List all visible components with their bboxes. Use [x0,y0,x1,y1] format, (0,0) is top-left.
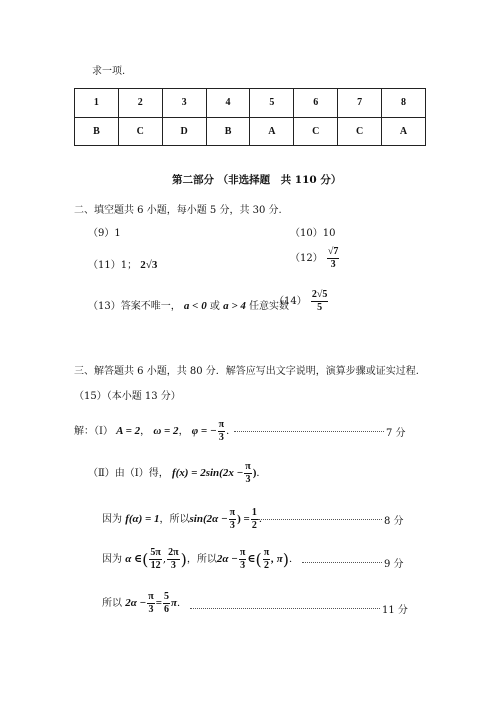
q13-math-1: a < 0 [183,300,207,312]
intro-text: 求一项. [92,66,126,77]
question-number: 8 [382,89,426,118]
line2-prefix: （Ⅱ）由（Ⅰ）得， [88,468,169,479]
answer-cell: A [382,117,426,146]
line4-fraction-4 [263,548,270,571]
line2-math: f(x) = 2sin(2x − [171,467,244,479]
answer-q10: （10）10 [290,228,336,239]
solve-heading: 三、解答题共 6 小题，共 80 分．解答应写出文字说明，演算步骤或证实过程. [74,366,419,377]
frac-num: π [263,547,270,558]
line1-prefix: 解：（Ⅰ） [74,426,113,437]
q12-label: （12） [290,253,323,264]
q11-label: （11）1； [88,260,138,271]
question-number: 2 [118,89,162,118]
q13-tail: 任意实数 [249,301,290,312]
frac-num: π [229,507,236,518]
q12-denominator: 3 [330,259,336,270]
line3-eq: ) = [237,513,250,525]
part2-subtitle: （非选择题 共 110 分） [217,174,342,186]
line4-math-2: 2α − [216,553,238,565]
dots-leader [188,603,382,614]
q14-label: （14） [274,296,307,307]
answer-q14 [274,290,329,313]
frac-den: 3 [245,474,251,485]
answer-cell: B [206,117,250,146]
line5-pi: π [170,597,177,609]
line1-math-phi: φ = − [191,425,217,437]
answer-q11 [88,256,157,271]
answer-cell: D [162,117,206,146]
question-number: 1 [75,89,119,118]
line2-close: ) [252,467,257,479]
q13-math-2: a > 4 [223,300,246,312]
line1-fraction [218,420,225,443]
line1-score: 7 分 [386,428,406,439]
frac-num: π [245,461,251,472]
q14-numerator: 2√5 [311,289,328,300]
frac-den: 3 [229,520,235,531]
answer-cell: A [250,117,294,146]
line3-math-2: sin(2α − [189,513,228,525]
line5-fraction-1 [147,592,154,615]
dots-leader [232,426,386,437]
line4-in: ∈ [247,553,256,565]
frac-den: 2 [251,520,257,531]
line4-prefix: 因为 [102,554,122,565]
frac-den: 3 [170,560,176,571]
frac-num: 2π [168,547,179,558]
line5-score: 11 分 [382,605,408,616]
frac-den: 6 [163,604,169,615]
answer-cell: B [75,117,119,146]
dots-leader [256,514,384,525]
q14-fraction [311,290,329,313]
frac-den: 3 [240,560,246,571]
line3-mid: ，所以 [159,514,190,525]
frac-num: 5 [163,591,169,602]
q12-numerator: √7 [327,246,339,257]
part2-title: 第二部分 [172,174,214,186]
solution-line-4: 因为 α ∈( $\frac{5\pi}{12}$ , $\frac{2\pi}{3}$ )，所以2α − $\frac{\pi}{3}$ ∈( $\frac{\pi}{2}$ , π)． [102,547,299,571]
question-number: 6 [294,89,338,118]
frac-den: 3 [218,432,224,443]
line1-math-A: A = 2 [116,425,141,437]
line4-score: 9 分 [384,559,404,570]
frac-num: π [218,419,225,430]
frac-num: 5π [150,547,161,558]
frac-den: 12 [150,560,161,571]
q11-math: 2√3 [140,259,158,271]
line5-math: 2α − [125,597,147,609]
line5-prefix: 所以 [102,598,122,609]
line4-fraction-2 [167,548,179,571]
q12-fraction [327,247,340,270]
line5-fraction-2 [163,592,170,615]
line4-fraction-1 [149,548,161,571]
answer-q9: （9）1 [88,228,121,239]
question-number: 3 [162,89,206,118]
question-number: 4 [206,89,250,118]
line4-fraction-3 [239,548,246,571]
solution-line-2: （Ⅱ）由（Ⅰ）得， f(x) = 2sin(2x − $\frac{\pi}{3}$ )． [88,461,267,485]
frac-den: 2 [263,560,269,571]
solution-line-1: 解：（Ⅰ） A = 2， ω = 2， φ = − $\frac{\pi}{3}$ ． [74,419,237,443]
line4-math-1: α ∈ [125,553,143,565]
line3-math-1: f(α) = 1 [125,513,160,525]
answer-cell: C [294,117,338,146]
q13-or: 或 [209,301,220,312]
question-number: 7 [338,89,382,118]
answer-q12 [290,247,340,270]
line1-math-omega: ω = 2 [153,425,179,437]
q14-denominator: 5 [317,302,323,313]
dots-leader [300,557,384,568]
line2-fraction [244,462,251,485]
answer-q13 [88,297,289,312]
answer-cell: C [118,117,162,146]
frac-den: 3 [148,604,154,615]
table-row [75,117,426,146]
fill-heading: 二、填空题共 6 小题，每小题 5 分，共 30 分. [74,205,282,216]
line4-pi: , π [271,553,283,565]
answer-cell: C [338,117,382,146]
part2-heading [172,172,341,187]
table-row [75,89,426,118]
question-number: 5 [250,89,294,118]
line3-fraction-1 [229,508,236,531]
frac-num: π [148,591,154,602]
q15-label: （15）（本小题 13 分） [74,391,181,402]
line3-score: 8 分 [384,516,404,527]
answer-table [74,88,426,146]
line3-prefix: 因为 [102,514,122,525]
q13-label: （13）答案不唯一， [88,301,181,312]
frac-num: 1 [251,507,257,518]
solution-line-5: 所以 2α − $\frac{\pi}{3}$ = $\frac{5}{6}$ π． [102,591,187,615]
frac-num: π [239,547,246,558]
line4-mid: ，所以 [186,554,217,565]
solution-line-3: 因为 f(α) = 1，所以sin(2α − $\frac{\pi}{3}$ ) = $\frac{1}{2}$ ． [102,507,269,531]
line5-eq: = [155,597,162,609]
